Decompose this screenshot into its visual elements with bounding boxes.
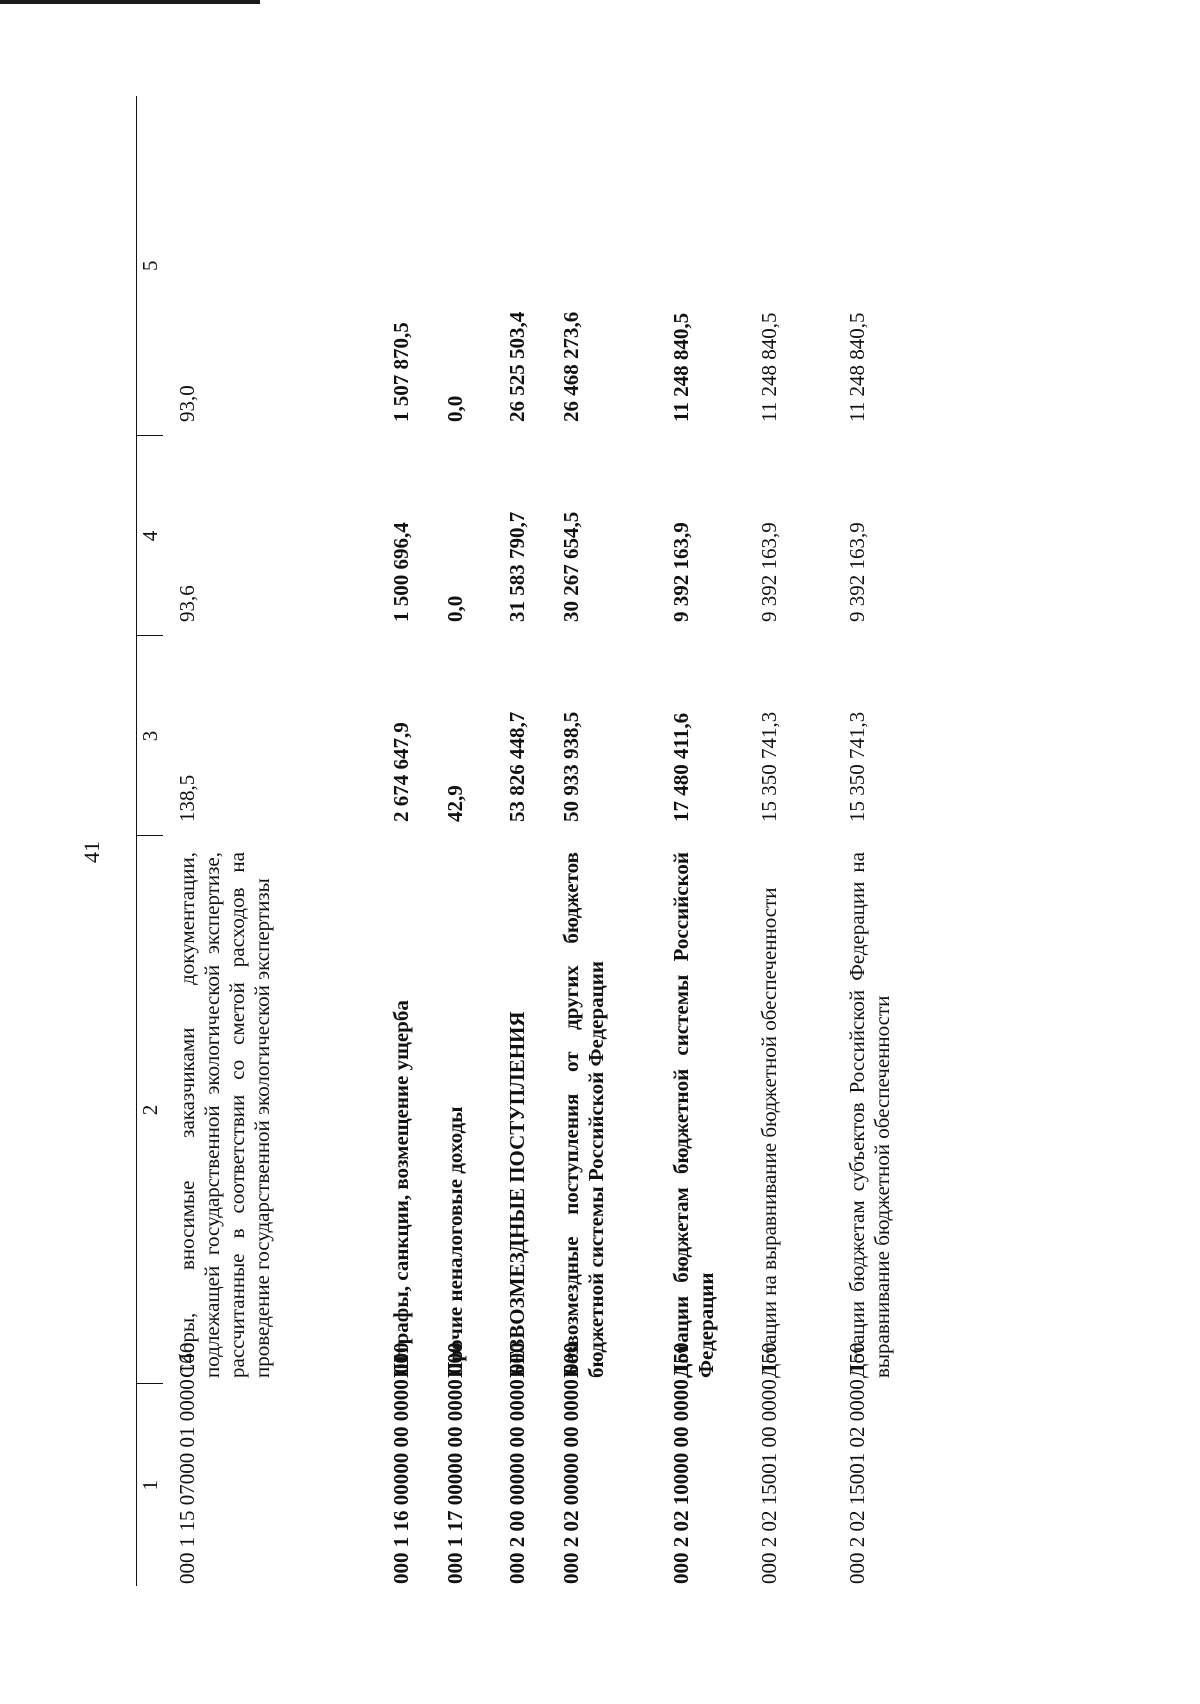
table-body [163, 96, 935, 1586]
value-col-5: 0,0 [443, 395, 467, 422]
value-col-3: 50 933 938,5 [559, 711, 583, 822]
value-col-5: 11 248 840,5 [757, 312, 781, 422]
header-col-5: 5 [137, 96, 164, 436]
budget-code: 000 2 02 10000 00 0000 150 [669, 1342, 693, 1584]
budget-code: 000 1 15 07000 01 0000 140 [175, 1342, 199, 1584]
header-col-3: 3 [137, 636, 164, 836]
table-row [833, 96, 935, 1586]
value-col-4: 9 392 163,9 [845, 522, 869, 622]
income-name: Сборы, вносимые заказчиками документации, подлежащей государственной экологической экспертизе, рассчитанные в соответствии со сметой расходов на проведение государственной экологической экспертизы [175, 852, 274, 1378]
table-row [547, 96, 657, 1586]
scan-edge-line [0, 0, 260, 4]
income-name: Дотации на выравнивание бюджетной обеспеченности [757, 887, 781, 1378]
value-col-3: 42,9 [443, 785, 467, 822]
header-row [137, 96, 164, 1586]
income-name: Штрафы, санкции, возмещение ущерба [389, 1000, 413, 1378]
rotated-page-content [136, 96, 1056, 1586]
value-col-3: 2 674 647,9 [389, 722, 413, 822]
value-col-5: 1 507 870,5 [389, 322, 413, 422]
income-name: БЕЗВОЗМЕЗДНЫЕ ПОСТУПЛЕНИЯ [505, 1011, 529, 1378]
table-row [377, 96, 431, 1586]
value-col-3: 53 826 448,7 [505, 711, 529, 822]
header-col-2: 2 [137, 836, 164, 1384]
value-col-5: 93,0 [175, 385, 199, 422]
value-col-3: 138,5 [175, 774, 199, 822]
value-col-4: 0,0 [443, 595, 467, 622]
budget-code: 000 2 00 00000 00 0000 000 [505, 1342, 529, 1584]
income-name: Безвозмездные поступления от других бюджетов бюджетной системы Российской Федерации [559, 852, 608, 1378]
table-row [745, 96, 833, 1586]
table-row [657, 96, 745, 1586]
value-col-4: 1 500 696,4 [389, 522, 413, 622]
value-col-3: 15 350 741,3 [845, 711, 869, 822]
budget-code: 000 2 02 15001 00 0000 150 [757, 1342, 781, 1584]
table-row [431, 96, 493, 1586]
table-row [493, 96, 547, 1586]
table-header [137, 96, 164, 1586]
income-name: Дотации бюджетам бюджетной системы Российской Федерации [669, 852, 718, 1378]
value-col-3: 15 350 741,3 [757, 711, 781, 822]
value-col-5: 11 248 840,5 [845, 312, 869, 422]
budget-code: 000 2 02 15001 02 0000 150 [845, 1342, 869, 1584]
value-col-5: 11 248 840,5 [669, 312, 693, 422]
income-name: Дотации бюджетам субъектов Российской Федерации на выравнивание бюджетной обеспеченности [845, 852, 894, 1378]
value-col-5: 26 525 503,4 [505, 311, 529, 422]
value-col-4: 30 267 654,5 [559, 511, 583, 622]
value-col-4: 31 583 790,7 [505, 511, 529, 622]
budget-code: 000 1 16 00000 00 0000 000 [389, 1342, 413, 1584]
income-name: Прочие неналоговые доходы [443, 1106, 467, 1378]
budget-code: 000 2 02 00000 00 0000 000 [559, 1342, 583, 1584]
value-col-3: 17 480 411,6 [669, 712, 693, 822]
value-col-4: 9 392 163,9 [669, 522, 693, 622]
value-col-5: 26 468 273,6 [559, 311, 583, 422]
page-number: 41 [79, 841, 104, 863]
header-col-1: 1 [137, 1384, 164, 1586]
value-col-4: 93,6 [175, 585, 199, 622]
budget-code: 000 1 17 00000 00 0000 000 [443, 1342, 467, 1584]
value-col-4: 9 392 163,9 [757, 522, 781, 622]
table-row [163, 96, 377, 1586]
budget-revenue-table [136, 96, 935, 1586]
header-col-4: 4 [137, 436, 164, 636]
